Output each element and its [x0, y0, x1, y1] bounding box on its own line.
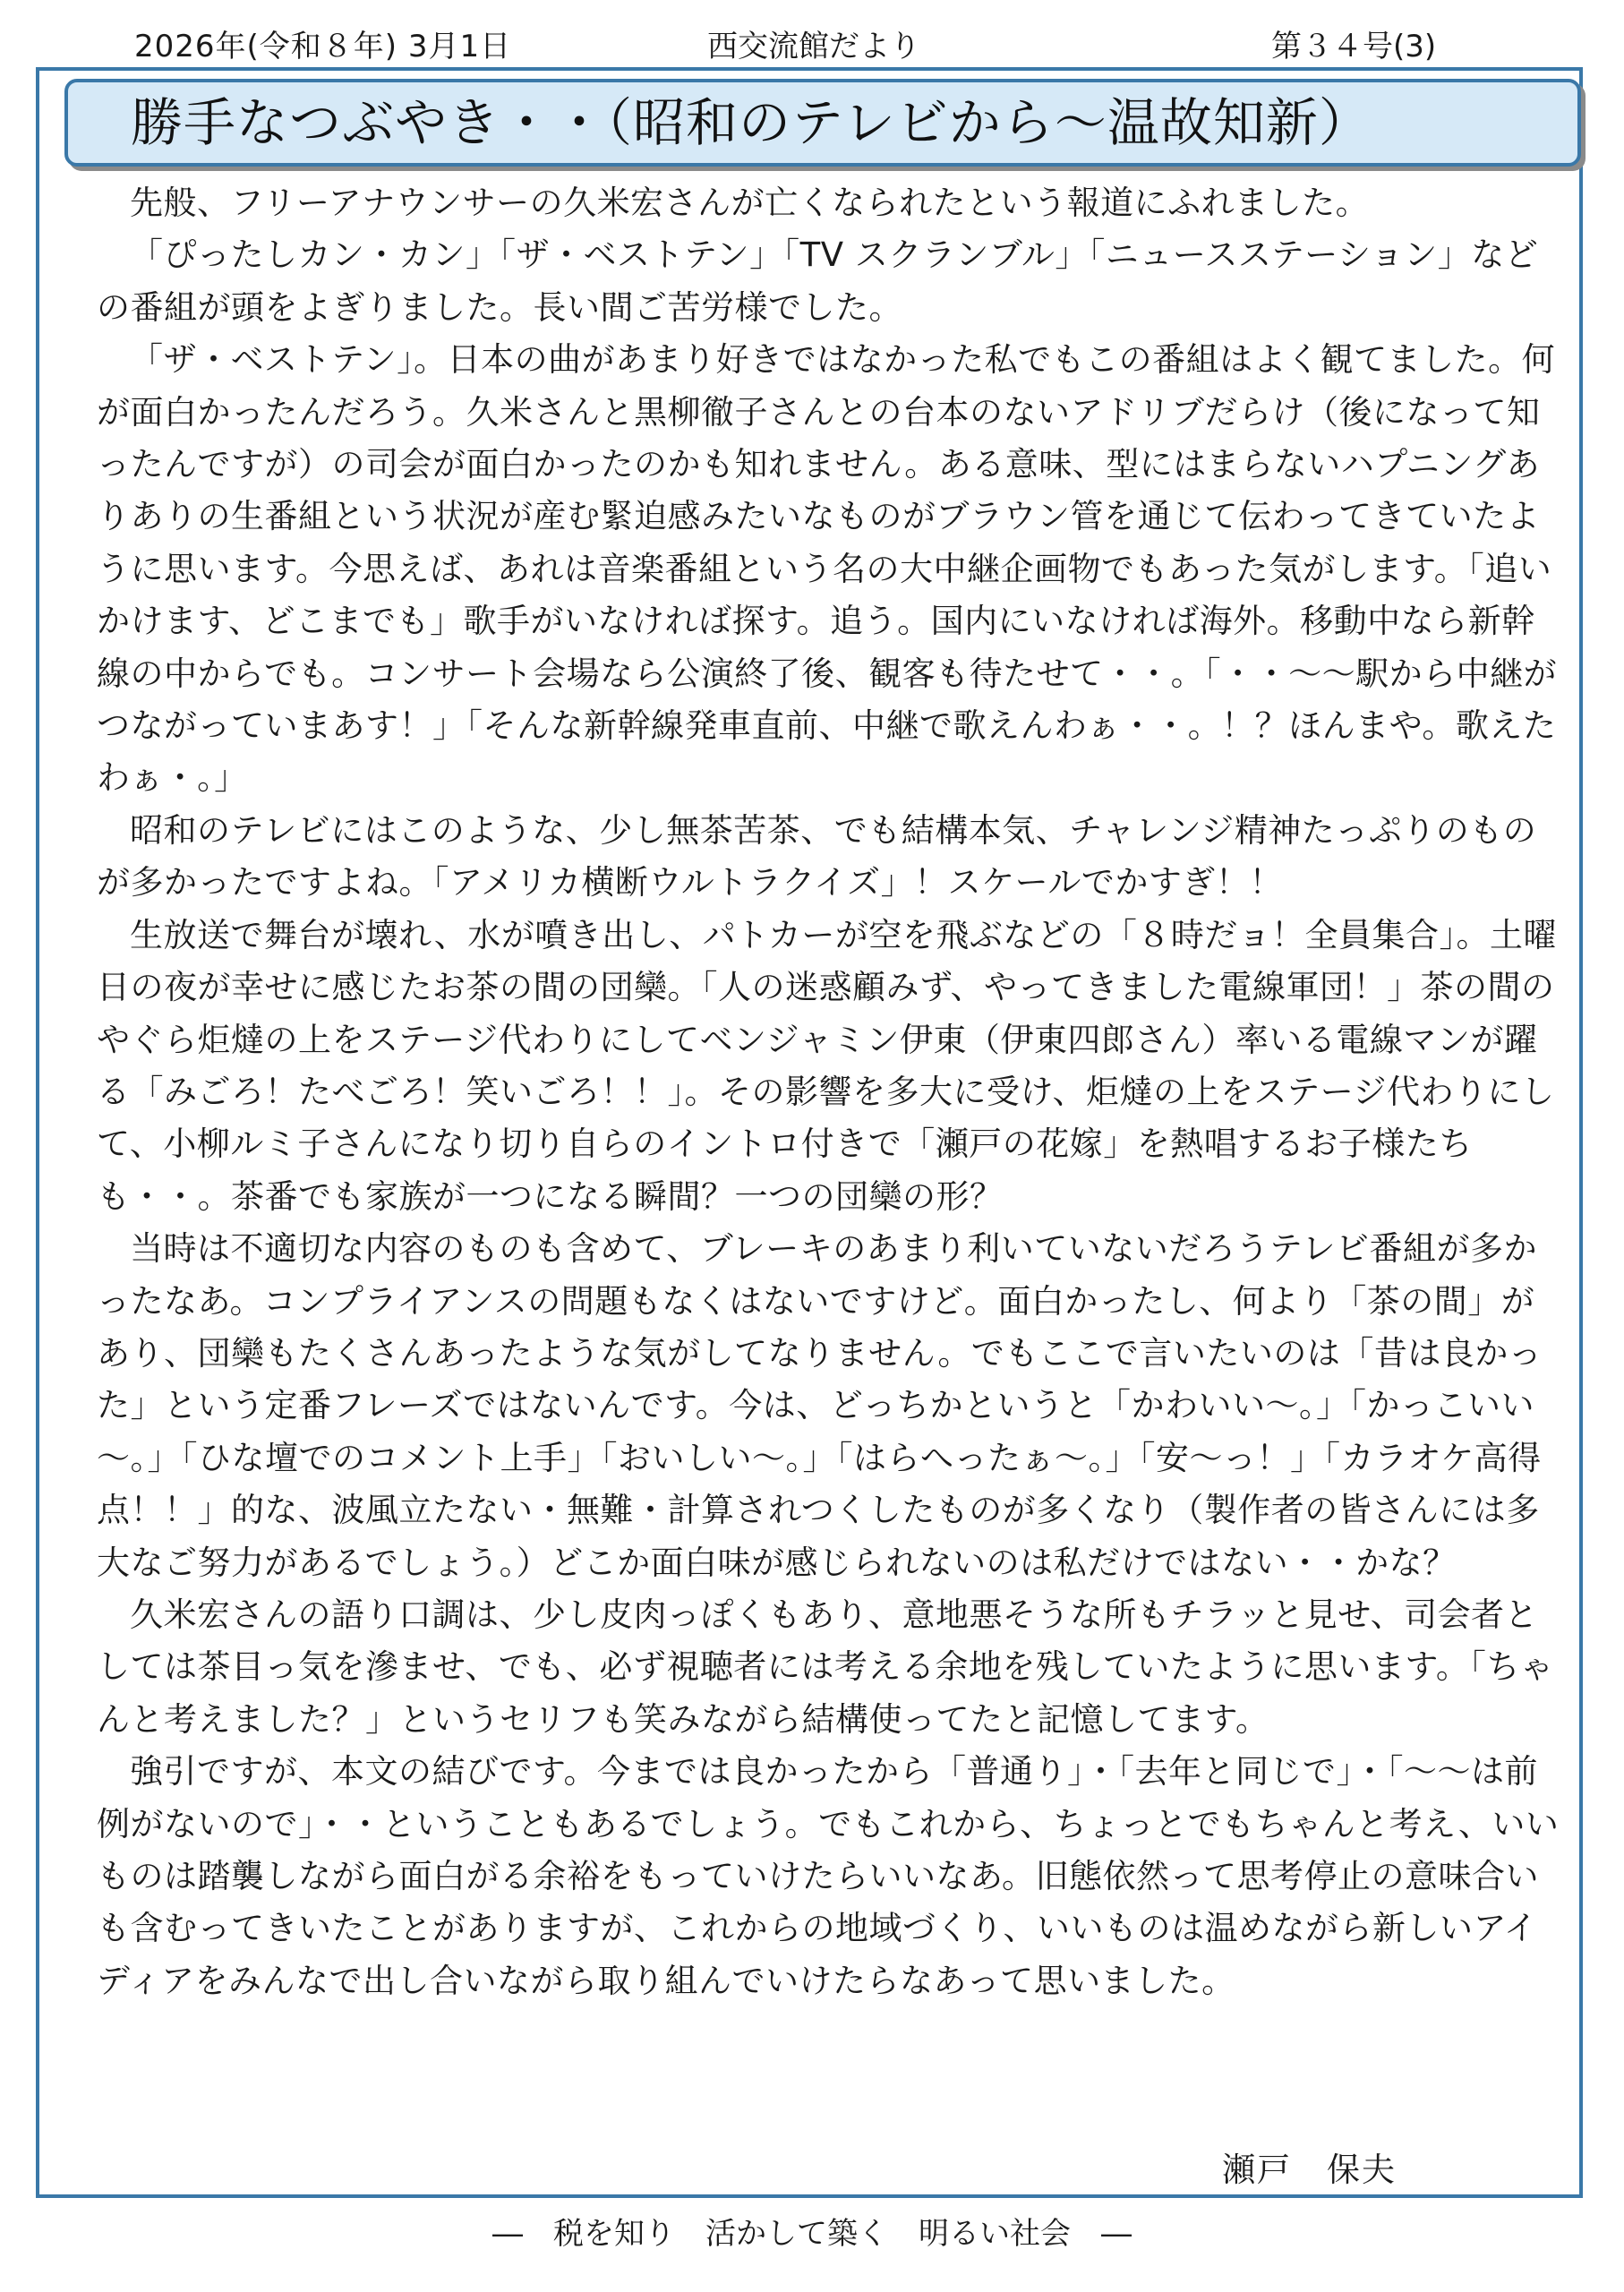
newsletter-name: 西交流館だより	[707, 29, 920, 64]
paragraph: 久米宏さんの語り口調は、少し皮肉っぽくもあり、意地悪そうな所もチラッと見せ、司会者としては茶目っ気を滲ませ、でも、必ず視聴者には考える余地を残していたように思います。「ちゃんと考えました？」というセリフも笑みながら結構使ってたと記憶してます。	[97, 1595, 1554, 1739]
paragraph: 「ザ・ベストテン」。日本の曲があまり好きではなかった私でもこの番組はよく観てました。何が面白かったんだろう。久米さんと黒柳徹子さんとの台本のないアドリブだらけ（後になって知ったんですが）の司会が面白かったのかも知れません。ある意味、型にはまらないハプニングありありの生番組という状況が産む緊迫感みたいなものがブラウン管を通じて伝わってきていたように思います。今思えば、あれは音楽番組という名の大中継企画物でもあった気がします。「追いかけます、どこまでも」歌手がいなければ探す。追う。国内にいなければ海外。移動中なら新幹線の中からでも。コンサート会場なら公演終了後、観客も待たせて・・。「・・～～駅から中継がつながっていまあす！」「そんな新幹線発車直前、中継で歌えんわぁ・・。！？ほんまや。歌えたわぁ・。」	[97, 340, 1558, 798]
article-title: 勝手なつぶやき・・（昭和のテレビから～温故知新）	[131, 92, 1372, 153]
paragraph: 当時は不適切な内容のものも含めて、ブレーキのあまり利いていないだろうテレビ番組が多かったなあ。コンプライアンスの問題もなくはないですけど。面白かったし、何より「茶の間」があり、団欒もたくさんあったような気がしてなりません。でもここで言いたいのは「昔は良かった」という定番フレーズではないんです。今は、どっちかというと「かわいい～。」「かっこいい～。」「ひな壇でのコメント上手」「おいしい～。」「はらへったぁ～。」「安～っ！」「カラオケ高得点！！」的な、波風立たない・無難・計算されつくしたものが多くなり（製作者の皆さんには多大なご努力があるでしょう。）どこか面白味が感じられないのは私だけではない・・かな？	[97, 1229, 1543, 1582]
issue-number: 第３４号(3)	[1271, 29, 1437, 64]
article-body	[97, 177, 1565, 2007]
paragraph: 強引ですが、本文の結びです。今までは良かったから「普通り」・「去年と同じで」・「～～は前例がないので」・・ということもあるでしょう。でもこれから、ちょっとでもちゃんと考え、いいものは踏襲しながら面白がる余裕をもっていけたらいいなあ。旧態依然って思考停止の意味合いも含むってきいたことがありますが、これからの地域づくり、いいものは温めながら新しいアイディアをみんなで出し合いながら取り組んでいけたらなあって思いました。	[97, 1752, 1560, 2000]
paragraph: 生放送で舞台が壊れ、水が噴き出し、パトカーが空を飛ぶなどの「８時だョ！全員集合」。土曜日の夜が幸せに感じたお茶の間の団欒。「人の迷惑顧みず、やってきました電線軍団！」茶の間のやぐら炬燵の上をステージ代わりにしてベンジャミン伊東（伊東四郎さん）率いる電線マンが躍る「みごろ！たべごろ！笑いごろ！！」。その影響を多大に受け、炬燵の上をステージ代わりにして、小柳ルミ子さんになり切り自らのイントロ付きで「瀬戸の花嫁」を熱唱するお子様たちも・・。茶番でも家族が一つになる瞬間？一つの団欒の形？	[97, 915, 1557, 1216]
paragraph: 先般、フリーアナウンサーの久米宏さんが亡くなられたという報道にふれました。	[130, 184, 1370, 222]
author-signature: 瀬戸 保夫	[1222, 2151, 1397, 2189]
title-banner	[64, 79, 1581, 167]
page-header	[0, 20, 1624, 73]
paragraph: 昭和のテレビにはこのような、少し無茶苦茶、でも結構本気、チャレンジ精神たっぷりのものが多かったですよね。「アメリカ横断ウルトラクイズ」！スケールでかすぎ！！	[97, 810, 1537, 902]
footer-slogan: ― 税を知り 活かして築く 明るい社会 ―	[492, 2216, 1132, 2252]
paragraph: 「ぴったしカン・カン」「ザ・ベストテン」「TV スクランブル」「ニュースステーション」などの番組が頭をよぎりました。長い間ご苦労様でした。	[97, 235, 1539, 327]
issue-date: 2026年(令和８年) 3月1日	[134, 29, 512, 64]
